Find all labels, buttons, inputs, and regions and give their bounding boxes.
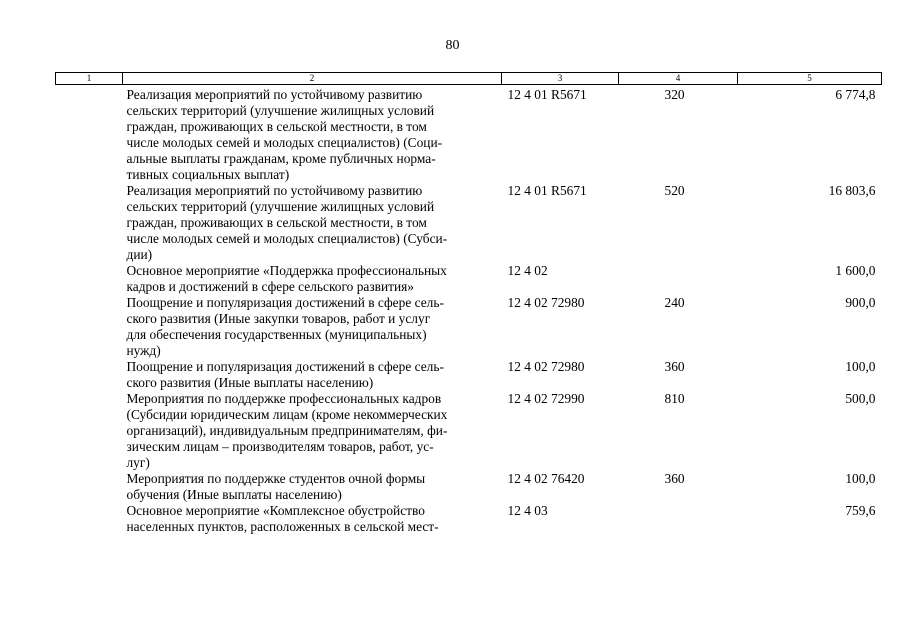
row-number-cell [56, 471, 123, 503]
table-row [56, 263, 882, 295]
table-header [56, 73, 882, 85]
row-target-code: 12 4 02 72980 [507, 295, 585, 310]
row-description: Мероприятия по поддержке профессиональных кадров (Субсидии юридическим лицам (кроме некоммерческих организаций), индивидуальным предпринимателям, фи- зическим лицам – производителям товаров, работ, ус- луг) [126, 391, 448, 470]
row-amount: 6 774,8 [835, 87, 876, 102]
row-expense-kind: 360 [664, 359, 685, 374]
row-description: Поощрение и популяризация достижений в сфере сель- ского развития (Иные выплаты населению) [126, 359, 444, 390]
row-description: Реализация мероприятий по устойчивому развитию сельских территорий (улучшение жилищных условий граждан, проживающих в сельской местности, в том числе молодых семей и молодых специалистов) (Субси- дии) [126, 183, 448, 262]
row-amount: 1 600,0 [835, 263, 876, 278]
row-target-code: 12 4 01 R5671 [507, 87, 587, 102]
row-amount: 100,0 [845, 471, 876, 486]
row-amount: 16 803,6 [828, 183, 876, 198]
column-header-5: 5 [738, 73, 882, 85]
row-number-cell [56, 295, 123, 359]
row-target-code: 12 4 02 72990 [507, 391, 585, 406]
header-row [56, 73, 882, 85]
row-number-cell [56, 503, 123, 535]
row-amount: 900,0 [845, 295, 876, 310]
table-row [56, 359, 882, 391]
row-expense-kind: 240 [664, 295, 685, 310]
row-target-code: 12 4 02 76420 [507, 471, 585, 486]
row-amount: 500,0 [845, 391, 876, 406]
row-expense-kind: 360 [664, 471, 685, 486]
row-description: Основное мероприятие «Комплексное обустройство населенных пунктов, расположенных в сельской мест- [126, 503, 439, 534]
table-body [56, 85, 882, 536]
column-header-3: 3 [502, 73, 619, 85]
row-target-code: 12 4 02 [507, 263, 548, 278]
row-description: Мероприятия по поддержке студентов очной формы обучения (Иные выплаты населению) [126, 471, 426, 502]
column-header-2: 2 [123, 73, 502, 85]
page-number: 80 [445, 38, 460, 53]
row-number-cell [56, 263, 123, 295]
row-target-code: 12 4 02 72980 [507, 359, 585, 374]
row-number-cell [56, 359, 123, 391]
row-number-cell [56, 85, 123, 184]
row-number-cell [56, 183, 123, 263]
table-row [56, 183, 882, 263]
table-row [56, 471, 882, 503]
row-number-cell [56, 391, 123, 471]
table-row [56, 85, 882, 184]
row-description: Поощрение и популяризация достижений в сфере сель- ского развития (Иные закупки товаров, работ и услуг для обеспечения государственных (муниципальных) нужд) [126, 295, 444, 358]
table-row [56, 503, 882, 535]
row-target-code: 12 4 03 [507, 503, 548, 518]
table-row [56, 391, 882, 471]
column-header-1: 1 [56, 73, 123, 85]
table-row [56, 295, 882, 359]
row-target-code: 12 4 01 R5671 [507, 183, 587, 198]
row-expense-kind [619, 503, 738, 535]
row-amount: 759,6 [845, 503, 876, 518]
row-expense-kind: 810 [664, 391, 685, 406]
row-expense-kind: 320 [664, 87, 685, 102]
row-amount: 100,0 [845, 359, 876, 374]
row-description: Реализация мероприятий по устойчивому развитию сельских территорий (улучшение жилищных условий граждан, проживающих в сельской местности, в том числе молодых семей и молодых специалистов) (Соци- альные выплаты гражданам, кроме публичных норма- тивных социальных выплат) [126, 87, 443, 182]
row-description: Основное мероприятие «Поддержка профессиональных кадров и достижений в сфере сельского развития» [126, 263, 447, 294]
budget-table [55, 72, 882, 535]
row-expense-kind [619, 263, 738, 295]
row-expense-kind: 520 [664, 183, 685, 198]
column-header-4: 4 [619, 73, 738, 85]
